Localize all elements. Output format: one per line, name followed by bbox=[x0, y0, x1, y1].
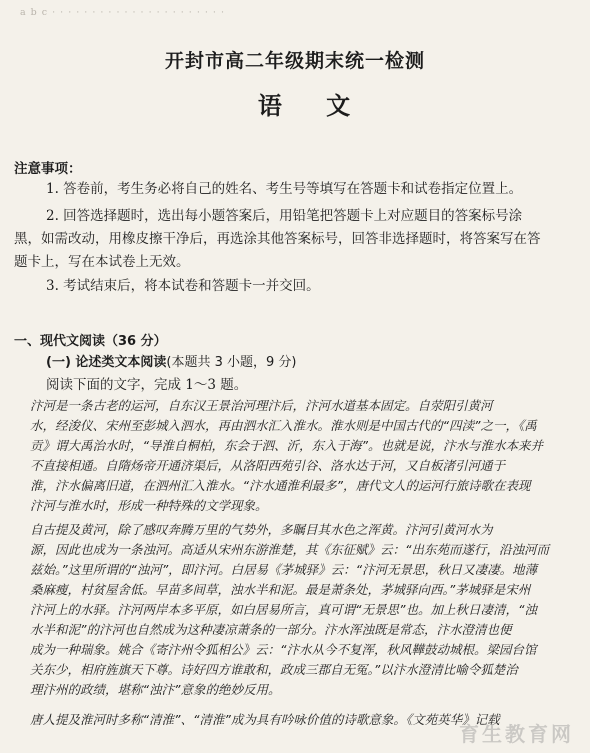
subsection-points: (本题共 3 小题，9 分) bbox=[166, 355, 297, 370]
passage-line: 关东少，相府旌旗天下尊。诗好四方谁敢和，政成三郡自无冤。”以汴水澄清比喻令狐楚治 bbox=[30, 662, 518, 677]
passage-line: 成为一种瑞象。姚合《寄汴州令狐相公》云：“汴水从今不复浑，秋风鞾鼓动城根。梁园台馆 bbox=[30, 642, 537, 657]
passage-line: 汴河是一条古老的运河，自东汉王景治河理汴后，汴河水道基本固定。自荥阳引黄河 bbox=[30, 398, 493, 413]
site-watermark: 育生教育网 bbox=[459, 722, 574, 746]
section-heading: 一、现代文阅读（36 分） bbox=[14, 334, 167, 349]
bleed-through-text: a b c · · · · · · · · · · · · · · · · · · · · · · bbox=[20, 7, 225, 18]
passage-line: 自古提及黄河，除了感叹奔腾万里的气势外，多瞩目其水色之浑黄。汴河引黄河水为 bbox=[30, 522, 493, 537]
notice-line: 1. 答卷前，考生务必将自己的姓名、考生号等填写在答题卡和试卷指定位置上。 bbox=[46, 181, 523, 197]
notice-line: 3. 考试结束后，将本试卷和答题卡一并交回。 bbox=[46, 278, 320, 294]
passage-line: 理汴州的政绩，堪称“浊汴”意象的绝妙反用。 bbox=[30, 682, 281, 697]
passage-line: 兹始。”这里所谓的“浊河”，即汴河。白居易《茅城驿》云：“汴河无景思，秋日又凄凄。地薄 bbox=[30, 562, 538, 577]
passage-line: 贡》谓大禹治水时，“导淮自桐柏，东会于泗、沂，东入于海”。也就是说，汴水与淮水本来并 bbox=[30, 438, 543, 453]
passage-line: 汴河与淮水时，形成一种特殊的文学现象。 bbox=[30, 498, 268, 513]
passage-line: 唐人提及淮河时多称“清淮”、“清淮”成为具有吟咏价值的诗歌意象。《文苑英华》记载 bbox=[30, 712, 500, 727]
passage-line: 水，经浚仪、宋州至彭城入泗水，再由泗水汇入淮水。淮水则是中国古代的“四渎”之一，《禹 bbox=[30, 418, 537, 433]
subsection-title: (一) 论述类文本阅读 bbox=[46, 355, 167, 370]
notice-line: 黑，如需改动，用橡皮擦干净后，再选涂其他答案标号，回答非选择题时，将答案写在答 bbox=[14, 231, 541, 247]
passage-line: 不直接相通。自隋炀帝开通济渠后，从洛阳西苑引谷、洛水达于河，又自板渚引河通于 bbox=[30, 458, 506, 473]
exam-title: 开封市高二年级期末统一检测 bbox=[164, 50, 425, 72]
passage-line: 淮，汴水偏离旧道，在泗州汇入淮水。“汴水通淮利最多”，唐代文人的运河行旅诗歌在表现 bbox=[30, 478, 531, 493]
notice-line: 题卡上，写在本试卷上无效。 bbox=[14, 254, 190, 270]
subsection-heading bbox=[46, 351, 297, 370]
notice-heading: 注意事项： bbox=[14, 161, 82, 177]
passage-line: 水半和泥”的汴河也自然成为这种凄凉萧条的一部分。汴水浑浊既是常态，汴水澄清也便 bbox=[30, 622, 512, 637]
passage-line: 汴河上的水驿。汴河两岸本多平原，如白居易所言，真可谓“无景思”也。加上秋日凄清，“浊 bbox=[30, 602, 537, 617]
subject-title: 语 文 bbox=[257, 92, 369, 120]
notice-line: 2. 回答选择题时，选出每小题答案后，用铅笔把答题卡上对应题目的答案标号涂 bbox=[46, 208, 523, 224]
passage-line: 源，因此也成为一条浊河。高适从宋州东游淮楚，其《东征赋》云：“出东苑而遂行，沿浊河而 bbox=[30, 542, 549, 557]
passage-line: 桑麻瘦，村贫屋舍低。早苗多间草，浊水半和泥。最是萧条处，茅城驿向西。”茅城驿是宋州 bbox=[30, 582, 531, 597]
reading-instruction: 阅读下面的文字，完成 1～3 题。 bbox=[46, 377, 248, 393]
